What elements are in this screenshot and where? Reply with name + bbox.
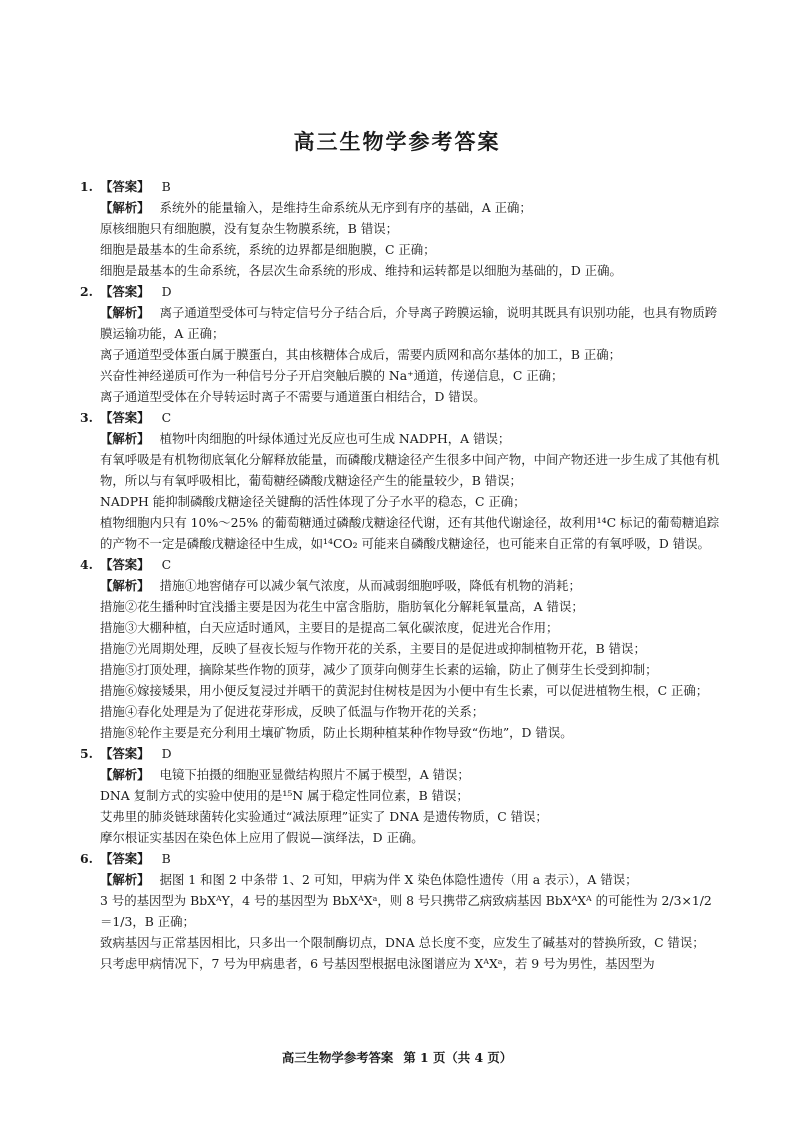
page-title: 高三生物学参考答案 [293, 129, 501, 154]
analysis-text: 电镜下拍摄的细胞亚显微结构照片不属于模型，A 错误； [159, 767, 470, 782]
analysis-text: 措施⑥嫁接矮果，用小便反复浸过并晒干的黄泥封住树枝是因为小便中有生长素，可以促进植物生根，C 正确； [100, 683, 709, 698]
question-number: 2. [80, 284, 93, 299]
answer-value: C [161, 557, 172, 572]
question-item [80, 407, 720, 554]
analysis-text: DNA 复制方式的实验中使用的是¹⁵N 属于稳定性同位素，B 错误； [100, 788, 469, 803]
analysis-label: 【解析】 [100, 872, 150, 887]
analysis-text: 据图 1 和图 2 中条带 1、2 可知，甲病为伴 X 染色体隐性遗传（用 a 表示），A 错误； [159, 872, 638, 887]
analysis-text: 有氧呼吸是有机物彻底氧化分解释放能量，而磷酸戊糖途径产生很多中间产物，中间产物还进一步生成了其他有机物，所以与有氧呼吸相比，葡萄糖经磷酸戊糖途径产生的能量较少，B 错误； [100, 452, 720, 488]
answer-label: 【答案】 [100, 746, 150, 761]
analysis-line [80, 827, 720, 848]
analysis-text: 细胞是最基本的生命系统，系统的边界都是细胞膜，C 正确； [100, 242, 436, 257]
question-number: 6. [80, 851, 93, 866]
answer-label: 【答案】 [100, 179, 150, 194]
analysis-line [80, 764, 720, 785]
question-item [80, 848, 720, 974]
analysis-label: 【解析】 [100, 767, 150, 782]
analysis-text: 3 号的基因型为 BbXᴬY，4 号的基因型为 BbXᴬXᵃ，则 8 号只携带乙病致病基因 BbXᴬXᴬ 的可能性为 2/3×1/2＝1/3，B 正确； [100, 893, 712, 929]
analysis-line [80, 617, 720, 638]
answer-value: B [161, 179, 171, 194]
analysis-text: 措施⑤打顶处理，摘除某些作物的顶芽，减少了顶芽向侧芽生长素的运输，防止了侧芽生长受到抑制； [100, 662, 658, 677]
analysis-line [80, 806, 720, 827]
page-footer [0, 1048, 794, 1066]
question-header [80, 407, 720, 428]
analysis-text: 只考虑甲病情况下，7 号为甲病患者，6 号基因型根据电泳图谱应为 XᴬXᵃ，若 9 号为男性，基因型为 [100, 956, 655, 971]
analysis-label: 【解析】 [100, 431, 150, 446]
analysis-text: 措施①地窖储存可以减少氧气浓度，从而减弱细胞呼吸，降低有机物的消耗； [159, 578, 581, 593]
analysis-text: 植物细胞内只有 10%～25% 的葡萄糖通过磷酸戊糖途径代谢，还有其他代谢途径，故利用¹⁴C 标记的葡萄糖追踪的产物不一定是磷酸戊糖途径中生成，如¹⁴CO₂ 可能来自磷酸戊糖途径，也可能来自正常的有氧呼吸，D 错误。 [100, 515, 720, 551]
analysis-text: 致病基因与正常基因相比，只多出一个限制酶切点，DNA 总长度不变，应发生了碱基对的替换所致，C 错误； [100, 935, 705, 950]
analysis-line [80, 344, 720, 365]
analysis-line [80, 701, 720, 722]
analysis-line [80, 449, 720, 491]
analysis-label: 【解析】 [100, 305, 150, 320]
analysis-line [80, 890, 720, 932]
analysis-line [80, 932, 720, 953]
answer-label: 【答案】 [100, 851, 150, 866]
analysis-text: 摩尔根证实基因在染色体上应用了假说—演绎法，D 正确。 [100, 830, 424, 845]
answer-value: C [161, 410, 172, 425]
analysis-line [80, 785, 720, 806]
footer-doc-title: 高三生物学参考答案 [281, 1050, 394, 1065]
analysis-text: 系统外的能量输入，是维持生命系统从无序到有序的基础，A 正确； [159, 200, 532, 215]
analysis-line [80, 218, 720, 239]
answer-value: B [161, 851, 171, 866]
analysis-line [80, 365, 720, 386]
analysis-line [80, 386, 720, 407]
analysis-line [80, 512, 720, 554]
analysis-text: 离子通道型受体可与特定信号分子结合后，介导离子跨膜运输，说明其既具有识别功能，也具有物质跨膜运输功能，A 正确； [100, 305, 718, 341]
question-header [80, 848, 720, 869]
analysis-line [80, 722, 720, 743]
analysis-text: 兴奋性神经递质可作为一种信号分子开启突触后膜的 Na⁺通道，传递信息，C 正确； [100, 368, 564, 383]
analysis-text: 措施⑧轮作主要是充分利用土壤矿物质，防止长期种植某种作物导致“伤地”，D 错误。 [100, 725, 573, 740]
answer-list [80, 176, 720, 974]
analysis-text: 艾弗里的肺炎链球菌转化实验通过“减法原理”证实了 DNA 是遗传物质，C 错误； [100, 809, 548, 824]
question-header [80, 176, 720, 197]
analysis-text: 措施②花生播种时宜浅播主要是因为花生中富含脂肪，脂肪氧化分解耗氧量高，A 错误； [100, 599, 584, 614]
analysis-text: 措施④春化处理是为了促进花芽形成，反映了低温与作物开花的关系； [100, 704, 485, 719]
analysis-text: 离子通道型受体蛋白属于膜蛋白，其由核糖体合成后，需要内质网和高尔基体的加工，B 正确； [100, 347, 622, 362]
analysis-line [80, 197, 720, 218]
question-number: 1. [80, 179, 93, 194]
question-header [80, 743, 720, 764]
analysis-text: 植物叶肉细胞的叶绿体通过光反应也可生成 NADPH，A 错误； [159, 431, 511, 446]
analysis-text: 离子通道型受体在介导转运时离子不需要与通道蛋白相结合，D 错误。 [100, 389, 486, 404]
question-item [80, 176, 720, 281]
analysis-text: 措施③大棚种植，白天应适时通风，主要目的是提高二氧化碳浓度，促进光合作用； [100, 620, 559, 635]
answer-label: 【答案】 [100, 410, 150, 425]
analysis-line [80, 680, 720, 701]
analysis-line [80, 638, 720, 659]
analysis-line [80, 869, 720, 890]
footer-page-number: 第 1 页（共 4 页） [403, 1050, 513, 1065]
analysis-text: 原核细胞只有细胞膜，没有复杂生物膜系统，B 错误； [100, 221, 399, 236]
answer-label: 【答案】 [100, 284, 150, 299]
analysis-text: NADPH 能抑制磷酸戊糖途径关键酶的活性体现了分子水平的稳态，C 正确； [100, 494, 526, 509]
analysis-label: 【解析】 [100, 200, 150, 215]
analysis-line [80, 491, 720, 512]
answer-value: D [161, 284, 172, 299]
question-number: 5. [80, 746, 93, 761]
analysis-line [80, 428, 720, 449]
question-number: 3. [80, 410, 93, 425]
question-item [80, 743, 720, 848]
analysis-line [80, 260, 720, 281]
answer-label: 【答案】 [100, 557, 150, 572]
analysis-line [80, 953, 720, 974]
analysis-label: 【解析】 [100, 578, 150, 593]
question-header [80, 281, 720, 302]
analysis-line [80, 239, 720, 260]
analysis-line [80, 659, 720, 680]
answer-value: D [161, 746, 172, 761]
analysis-text: 细胞是最基本的生命系统，各层次生命系统的形成、维持和运转都是以细胞为基础的，D 正确。 [100, 263, 622, 278]
analysis-line [80, 575, 720, 596]
question-item [80, 281, 720, 407]
question-item [80, 554, 720, 743]
analysis-line [80, 596, 720, 617]
analysis-text: 措施⑦光周期处理，反映了昼夜长短与作物开花的关系，主要目的是促进或抑制植物开花，B 错误； [100, 641, 646, 656]
question-header [80, 554, 720, 575]
question-number: 4. [80, 557, 93, 572]
analysis-line [80, 302, 720, 344]
